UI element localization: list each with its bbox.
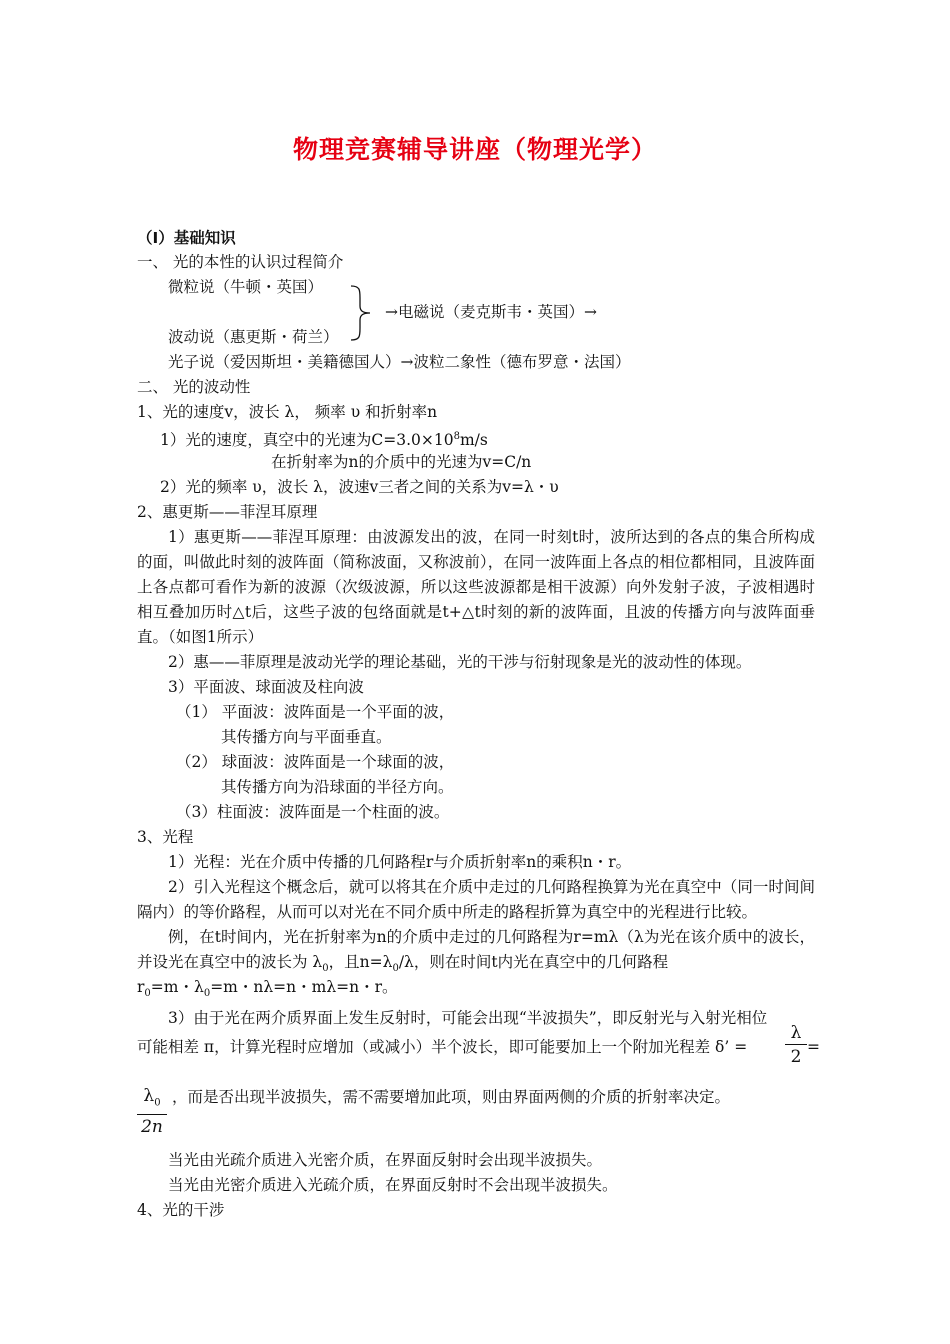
paragraph-example: 例，在t时间内，光在折射率为n的介质中走过的几何路程为r=mλ（λ为光在该介质中的波长，并设光在真空中的波长为 $\lambda_0$，且$n=\lambda_0/\lambda$，则在时间t内光在真空中的几何路程	[137, 928, 815, 975]
heading-interference: 4、光的干涉	[137, 1201, 225, 1219]
example-vacuum-path: $r_0=m$・$\lambda_0=m$・nλ=n・mλ=n・r。	[137, 978, 398, 1000]
page-title: 物理竞赛辅导讲座（物理光学）	[292, 135, 657, 164]
item-huygens-foundation: 2）惠——菲原理是波动光学的理论基础，光的干涉与衍射现象是光的波动性的体现。	[168, 653, 752, 671]
item-speed-of-light: 1）光的速度，真空中的光速为$C=3.0\times 10^8m/s$	[160, 431, 488, 450]
half-wave-loss-line1: 3）由于光在两介质界面上发生反射时，可能会出现“半波损失”，即反射光与入射光相位	[168, 1009, 768, 1027]
plane-wave-line1: （1） 平面波：波阵面是一个平面的波，	[176, 703, 455, 721]
item-frequency-relation: 2）光的频率 υ，波长 λ，波速v三者之间的关系为v=λ・υ	[160, 478, 559, 496]
heading-wave-nature: 二、 光的波动性	[137, 378, 251, 396]
fraction-lambda0-over-2n: $\lambda_0$ 2n	[137, 1085, 167, 1139]
spherical-wave-line1: （2） 球面波：波阵面是一个球面的波，	[176, 753, 455, 771]
section-basic-knowledge: （Ⅰ）基础知识	[137, 229, 236, 247]
half-wave-loss-rule2: 当光由光密介质进入光疏介质，在界面反射时不会出现半波损失。	[168, 1176, 618, 1194]
heading-huygens-fresnel: 2、惠更斯——菲涅耳原理	[137, 503, 318, 521]
fraction-lambda-over-2: λ 2	[785, 1022, 807, 1069]
electromagnetic-theory: →电磁说（麦克斯韦・英国）→	[385, 303, 597, 321]
half-wave-loss-rule1: 当光由光疏介质进入光密介质，在界面反射时会出现半波损失。	[168, 1151, 603, 1169]
curly-brace-icon	[348, 284, 374, 342]
photon-theory: 光子说（爱因斯坦・美籍德国人）→波粒二象性（德布罗意・法国）	[168, 353, 631, 371]
equals-sign: =	[807, 1038, 820, 1056]
item-speed-wavelength: 1、光的速度v，波长 λ， 频率 υ 和折射率n	[137, 403, 438, 421]
speed-in-medium: 在折射率为n的介质中的光速为v=C/n	[271, 453, 532, 471]
cylindrical-wave: （3）柱面波：波阵面是一个柱面的波。	[176, 803, 450, 821]
wave-theory: 波动说（惠更斯・荷兰）	[168, 328, 339, 346]
half-wave-loss-line2: 可能相差 π，计算光程时应增加（或减小）半个波长，即可能要加上一个附加光程差 δ’ =	[137, 1038, 748, 1056]
paragraph-huygens-principle: 1）惠更斯——菲涅耳原理：由波源发出的波，在同一时刻t时，波所达到的各点的集合所构成的面，叫做此时刻的波阵面（简称波面，又称波前），在同一波阵面上各点的相位都相同，且波阵面上各点都可看作为新的波源（次级波源，所以这些波源都是相干波源）向外发射子波，子波相遇时相互叠加历时△t后，这些子波的包络面就是t+△t时刻的新的波阵面，且波的传播方向与波阵面垂直。（如图1所示）	[137, 528, 815, 646]
corpuscular-theory: 微粒说（牛顿・英国）	[168, 278, 324, 296]
paragraph-optical-path-concept: 2）引入光程这个概念后，就可以将其在介质中走过的几何路程换算为光在真空中（同一时间间隔内）的等价路程，从而可以对光在不同介质中所走的路程折算为真空中的光程进行比较。	[137, 878, 815, 921]
item-wave-types: 3）平面波、球面波及柱向波	[168, 678, 364, 696]
plane-wave-line2: 其传播方向与平面垂直。	[221, 728, 392, 746]
half-wave-loss-line3: ，而是否出现半波损失，需不需要增加此项，则由界面两侧的介质的折射率决定。	[172, 1088, 731, 1106]
spherical-wave-line2: 其传播方向为沿球面的半径方向。	[221, 778, 454, 796]
heading-optical-path: 3、光程	[137, 828, 194, 846]
item-optical-path-def: 1）光程：光在介质中传播的几何路程r与介质折射率n的乘积n・r。	[168, 853, 632, 871]
heading-nature-of-light: 一、 光的本性的认识过程简介	[137, 253, 344, 271]
